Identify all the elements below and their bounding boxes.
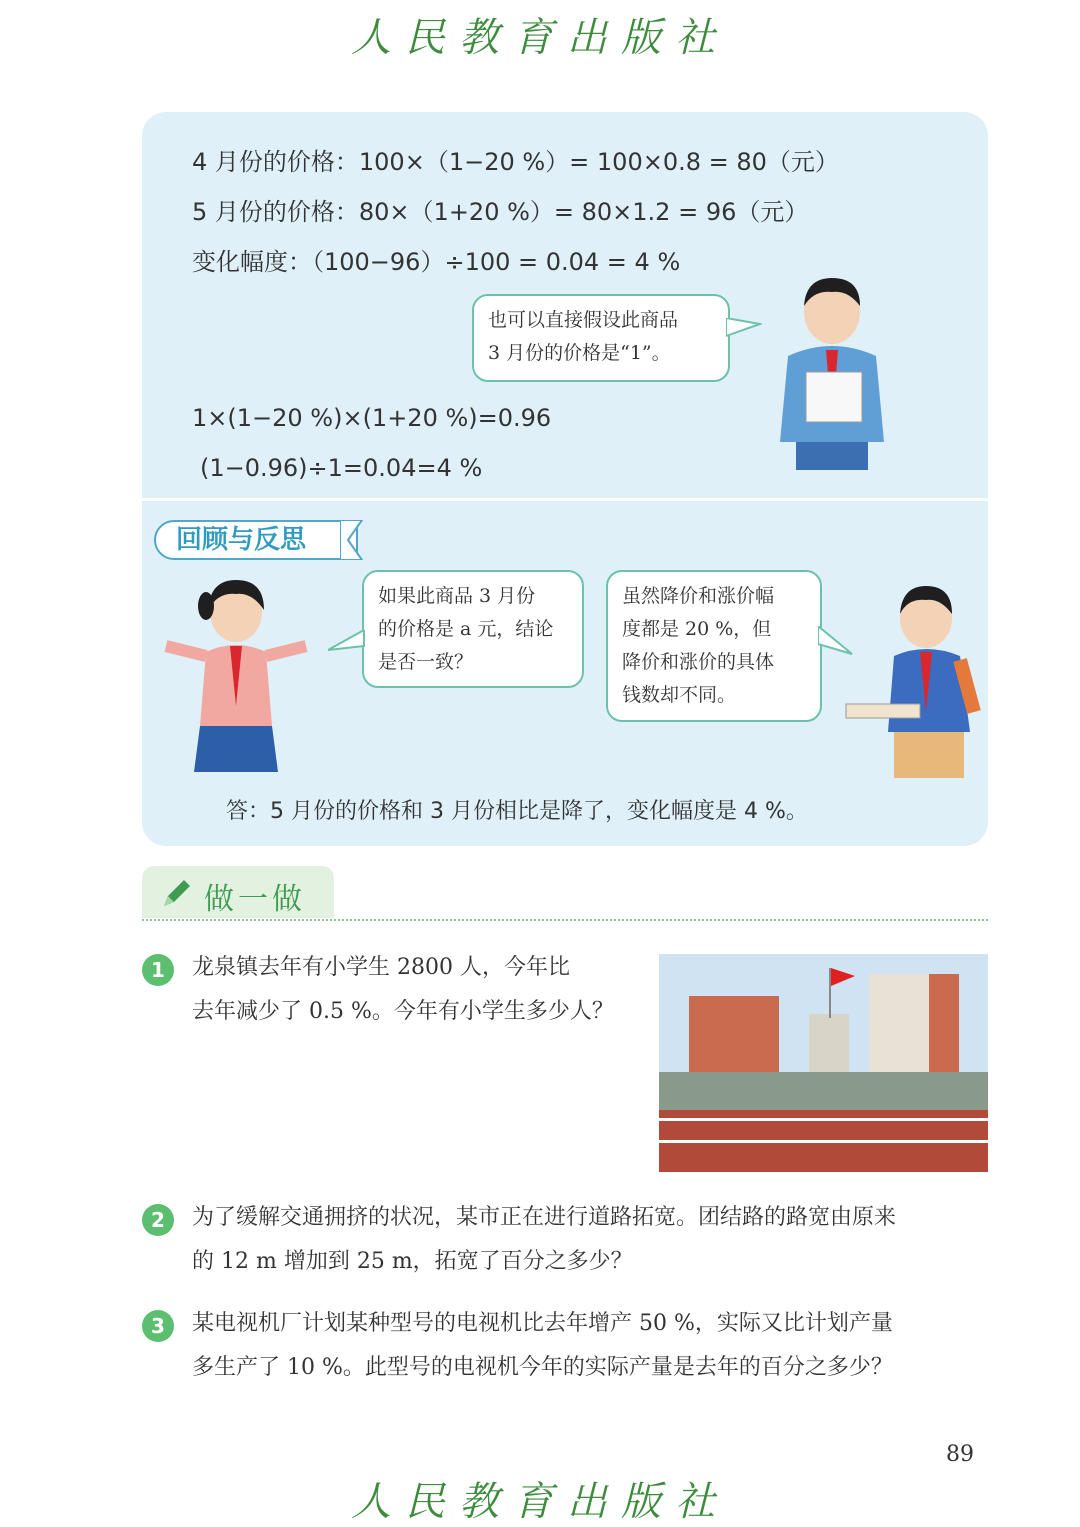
reflection-line-3: 降价和涨价的具体 bbox=[622, 651, 775, 673]
hint-line-2: 3 月份的价格是“1”。 bbox=[488, 342, 671, 364]
reflection-line-2: 度都是 20 %，但 bbox=[622, 618, 772, 640]
reflection-line-1: 虽然降价和涨价幅 bbox=[622, 585, 775, 607]
change-range-line: 变化幅度：（100−96）÷100 = 0.04 = 4 % bbox=[192, 248, 681, 276]
problem-2-line-2: 的 12 m 增加到 25 m，拓宽了百分之多少？ bbox=[192, 1249, 633, 1274]
problem-1-line-2: 去年减少了 0.5 %。今年有小学生多少人？ bbox=[192, 999, 614, 1024]
answer-line: 答：5 月份的价格和 3 月份相比是降了，变化幅度是 4 %。 bbox=[226, 799, 808, 824]
problem-2-text bbox=[192, 1196, 992, 1284]
tag-notch-icon bbox=[340, 520, 364, 560]
hint-speech-bubble bbox=[472, 294, 730, 382]
bubble-tail-left-icon bbox=[328, 630, 366, 652]
april-price-line: 4 月份的价格：100×（1−20 %）= 100×0.8 = 80（元） bbox=[192, 148, 839, 176]
problem-1-line-1: 龙泉镇去年有小学生 2800 人，今年比 bbox=[192, 955, 570, 980]
problem-number-2: 2 bbox=[142, 1204, 174, 1236]
boy-reading-illustration bbox=[766, 272, 898, 472]
girl-illustration bbox=[156, 576, 316, 776]
hint-line-1: 也可以直接假设此商品 bbox=[488, 309, 679, 331]
problem-number-3: 3 bbox=[142, 1310, 174, 1342]
reflection-speech-bubble bbox=[606, 570, 822, 722]
review-reflect-tag: 回顾与反思 bbox=[154, 520, 358, 560]
problem-1-text bbox=[192, 946, 642, 1034]
may-price-line: 5 月份的价格：80×（1+20 %）= 80×1.2 = 96（元） bbox=[192, 198, 809, 226]
bubble-tail-icon bbox=[726, 318, 762, 338]
do-it-label: 做一做 bbox=[204, 882, 306, 917]
question-line-2: 的价格是 a 元，结论 bbox=[378, 618, 554, 640]
alt-calc-line-1: 1×(1−20 %)×(1+20 %)=0.96 bbox=[192, 404, 552, 432]
boy-with-book-illustration bbox=[842, 582, 982, 782]
problem-3-text bbox=[192, 1302, 992, 1390]
problem-3-line-2: 多生产了 10 %。此型号的电视机今年的实际产量是去年的百分之多少？ bbox=[192, 1355, 893, 1380]
section-dotted-line bbox=[142, 919, 988, 921]
school-playground-photo bbox=[659, 954, 988, 1172]
panel-divider bbox=[142, 498, 988, 501]
question-line-3: 是否一致？ bbox=[378, 651, 474, 673]
pencil-icon bbox=[160, 876, 194, 910]
publisher-watermark-bottom: 人民教育出版社 bbox=[351, 1479, 729, 1525]
alt-calc-line-2: (1−0.96)÷1=0.04=4 % bbox=[200, 454, 483, 482]
problem-number-1: 1 bbox=[142, 954, 174, 986]
problem-2-line-1: 为了缓解交通拥挤的状况，某市正在进行道路拓宽。团结路的路宽由原来 bbox=[192, 1205, 897, 1230]
question-line-1: 如果此商品 3 月份 bbox=[378, 585, 536, 607]
publisher-watermark-top: 人民教育出版社 bbox=[351, 15, 729, 61]
question-speech-bubble bbox=[362, 570, 584, 688]
problem-3-line-1: 某电视机厂计划某种型号的电视机比去年增产 50 %，实际又比计划产量 bbox=[192, 1311, 893, 1336]
page-number: 89 bbox=[946, 1442, 974, 1467]
reflection-line-4: 钱数却不同。 bbox=[622, 684, 737, 706]
